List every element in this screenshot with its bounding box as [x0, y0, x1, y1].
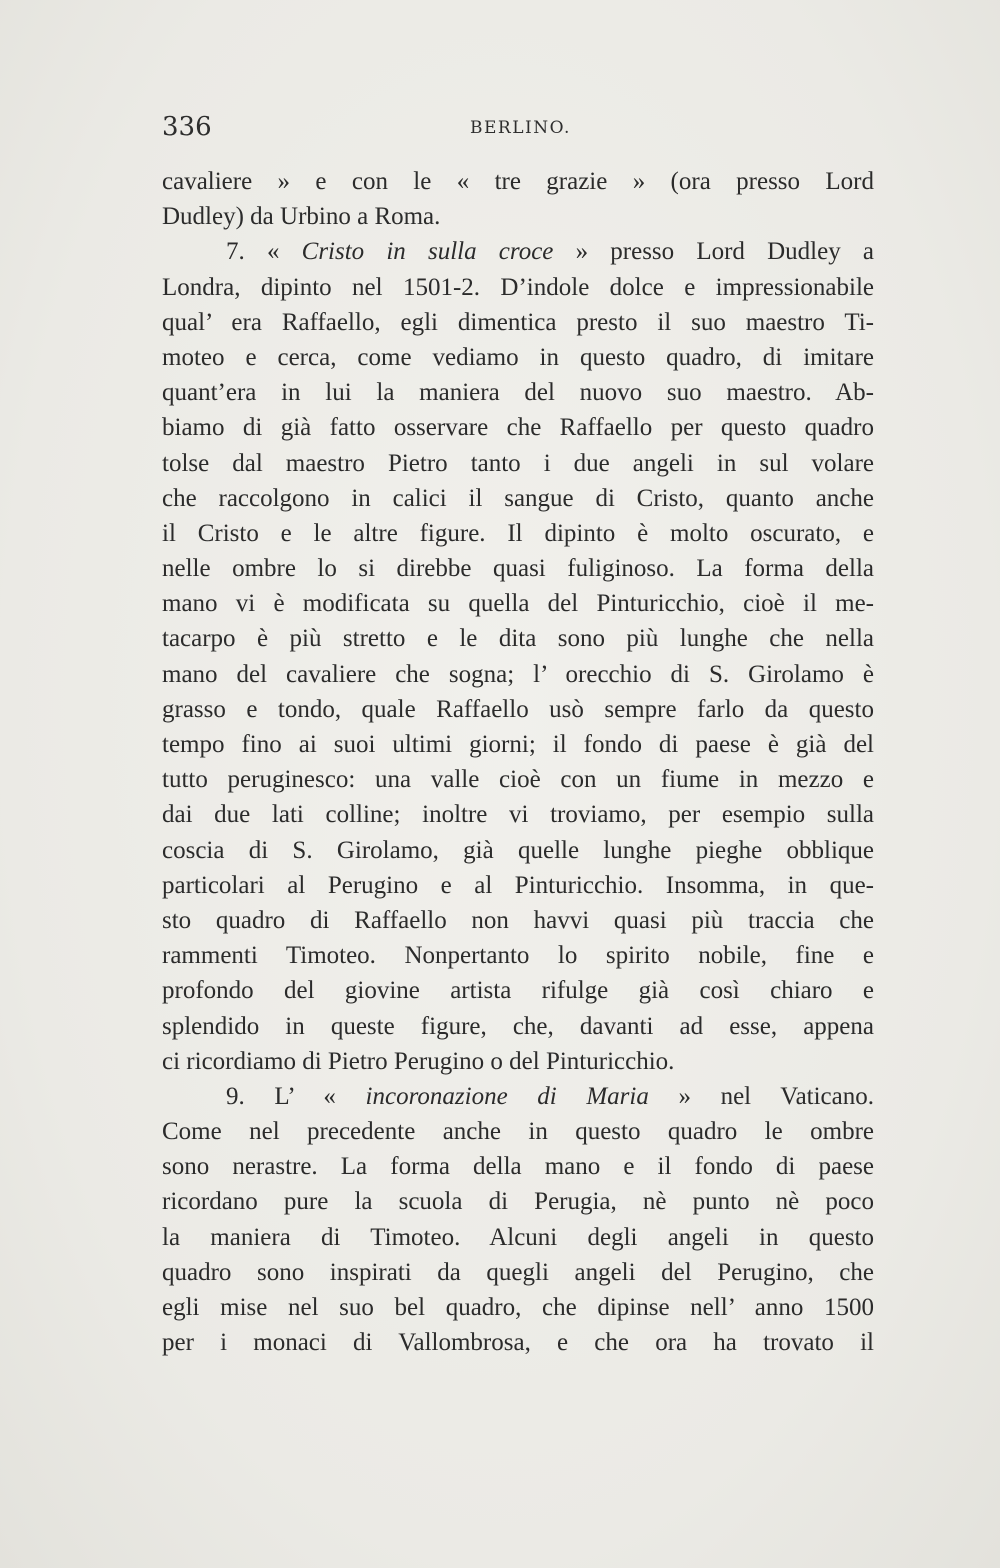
page-number: 336: [162, 112, 212, 142]
text-line: nelle ombre lo si direbbe quasi fuliginoso. La forma della: [162, 555, 874, 583]
text-line: che raccolgono in calici il sangue di Cristo, quanto anche: [162, 484, 874, 512]
text-line: biamo di già fatto osservare che Raffaello per questo quadro: [162, 414, 874, 442]
text-line: tempo fino ai suoi ultimi giorni; il fondo di paese è già del: [162, 731, 874, 758]
text-line: quadro sono inspirati da quegli angeli del Perugino, che: [162, 1258, 874, 1286]
text-line: [162, 1079, 874, 1114]
text-line-suffix: » nel Vaticano.: [648, 1082, 874, 1110]
text-line: Dudley) da Urbino a Roma.: [162, 203, 441, 231]
running-header: [162, 112, 874, 146]
running-title: BERLINO.: [470, 118, 571, 138]
text-line: ricordano pure la scuola di Perugia, nè punto nè poco: [162, 1188, 874, 1216]
text-line: mano vi è modificata su quella del Pinturicchio, cioè il me-: [162, 590, 874, 618]
text-line: per i monaci di Vallombrosa, e che ora ha trovato il: [162, 1329, 874, 1357]
text-line-prefix: 9. L’ «: [226, 1082, 366, 1110]
text-line: sto quadro di Raffaello non havvi quasi più traccia che: [162, 906, 874, 934]
text-line: particolari al Perugino e al Pinturicchio. Insomma, in que-: [162, 871, 874, 899]
text-line: tacarpo è più stretto e le dita sono più lunghe che nella: [162, 625, 874, 653]
text-line: sono nerastre. La forma della mano e il fondo di paese: [162, 1153, 874, 1181]
text-line: coscia di S. Girolamo, già quelle lunghe pieghe obblique: [162, 836, 874, 864]
text-line: il Cristo e le altre figure. Il dipinto è molto oscurato, e: [162, 519, 874, 547]
text-line: la maniera di Timoteo. Alcuni degli angeli in questo: [162, 1223, 874, 1251]
text-line: rammenti Timoteo. Nonpertanto lo spirito nobile, fine e: [162, 942, 874, 970]
text-line: moteo e cerca, come vediamo in questo quadro, di imitare: [162, 343, 874, 371]
text-line: splendido in queste figure, che, davanti ad esse, appena: [162, 1012, 874, 1040]
body-text: [162, 164, 874, 1360]
text-line: Londra, dipinto nel 1501-2. D’indole dolce e impressionabile: [162, 273, 874, 301]
text-line: egli mise nel suo bel quadro, che dipinse nell’ anno 1500: [162, 1294, 874, 1321]
text-line-suffix: » presso Lord Dudley a: [553, 238, 874, 266]
text-line: cavaliere » e con le « tre grazie » (ora presso Lord: [162, 168, 874, 195]
text-line: mano del cavaliere che sogna; l’ orecchio di S. Girolamo è: [162, 660, 874, 688]
text-line: [162, 234, 874, 269]
italic-title: incoronazione di Maria: [365, 1082, 649, 1110]
text-line: Come nel precedente anche in questo quadro le ombre: [162, 1118, 874, 1146]
text-line: tutto peruginesco: una valle cioè con un fiume in mezzo e: [162, 766, 874, 794]
text-line: grasso e tondo, quale Raffaello usò sempre farlo da questo: [162, 695, 874, 723]
text-line: qual’ era Raffaello, egli dimentica presto il suo maestro Ti-: [162, 308, 874, 336]
text-line: profondo del giovine artista rifulge già così chiaro e: [162, 977, 874, 1005]
text-line: tolse dal maestro Pietro tanto i due angeli in sul volare: [162, 449, 874, 477]
text-line-prefix: 7. «: [226, 238, 302, 266]
italic-title: Cristo in sulla croce: [301, 238, 554, 266]
text-line: quant’era in lui la maniera del nuovo suo maestro. Ab-: [162, 379, 874, 407]
text-line: dai due lati colline; inoltre vi troviamo, per esempio sulla: [162, 801, 874, 829]
text-line: ci ricordiamo di Pietro Perugino o del Pinturicchio.: [162, 1047, 675, 1075]
